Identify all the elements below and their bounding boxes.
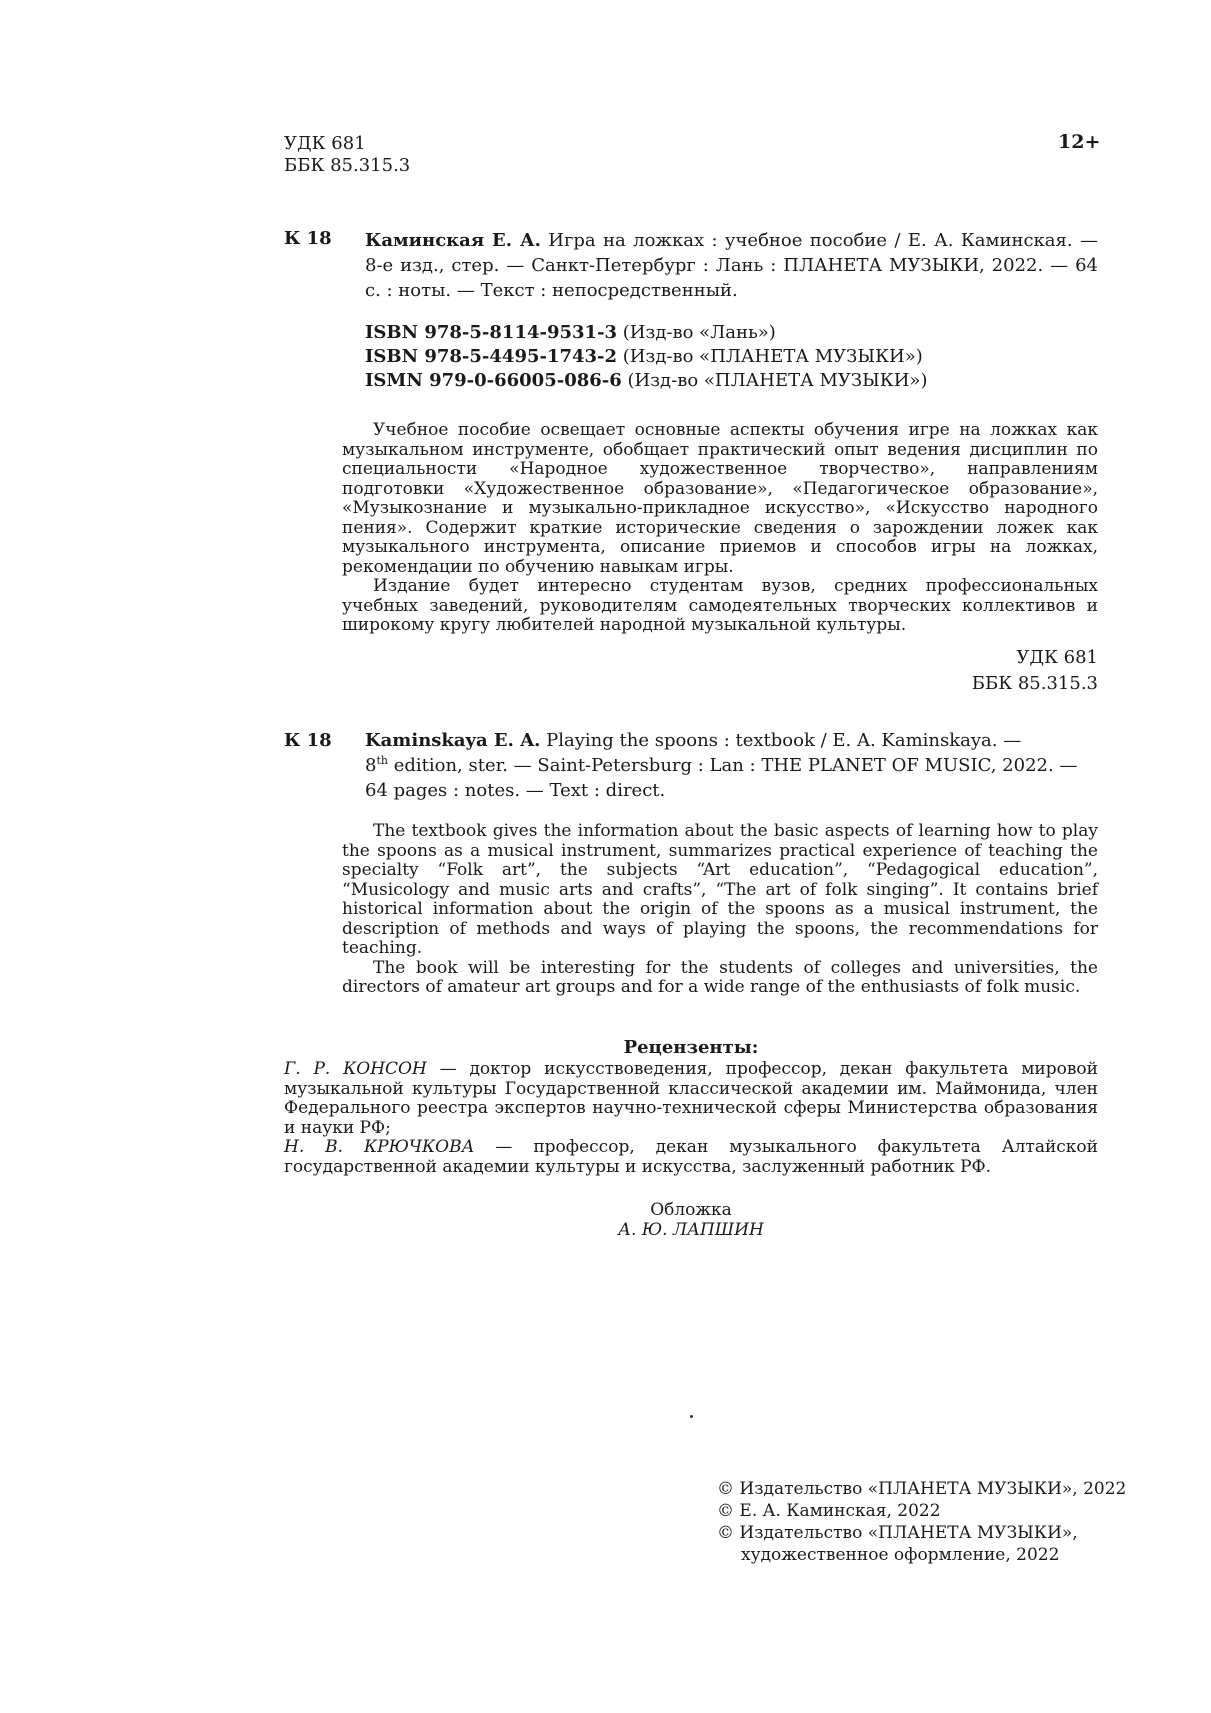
- catalog-index: К 18: [284, 228, 332, 249]
- bbk-code: ББК 85.315.3: [284, 155, 411, 176]
- ru-abstract-paragraph: Издание будет интересно студентам вузов, средних профессиональных учебных заведений, руководителям самодеятельных творческих коллективов и широкому кругу любителей народной музыкальной культуры.: [342, 576, 1098, 635]
- ru-abstract: [342, 421, 1098, 636]
- copyright-line: © Издательство «ПЛАНЕТА МУЗЫКИ»,: [717, 1523, 1078, 1543]
- copyright-line: художественное оформление, 2022: [741, 1545, 1060, 1565]
- en-catalog-line: [365, 778, 1098, 803]
- ru-catalog-description: [365, 228, 1098, 303]
- ismn-publisher: (Изд-во «ПЛАНЕТА МУЗЫКИ»): [621, 370, 928, 391]
- isbn-number: ISBN 978-5-4495-1743-2: [365, 346, 618, 367]
- ru-abstract-paragraph: Учебное пособие освещает основные аспекты обучения игре на ложках как музыкальном инструменте, обобщает практический опыт ведения дисциплин по специальности «Народное художественное творчество», направлениям подготовки «Художественное образование», «Педагогическое образование», «Музыкознание и музыкально-прикладное искусство», «Искусство народного пения». Содержит краткие исторические сведения о зарождении ложек как музыкального инструмента, описание приемов и способов игры на ложках, рекомендации по обучению навыкам игры.: [342, 420, 1098, 577]
- reviewer-entry: [284, 1138, 1098, 1177]
- reviewer-description: — доктор искусствоведения, профессор, декан факультета мировой музыкальной культуры Государственной классической академии им. Маймонида, член Федерального реестра экспертов научно-технической сферы Министерства образования и науки РФ;: [284, 1059, 1098, 1138]
- copyright-block: [717, 1478, 1126, 1566]
- udk-code: УДК 681: [284, 133, 366, 154]
- en-title-text: Playing the spoons : textbook / E. A. Kaminskaya. —: [540, 730, 1022, 751]
- en-abstract-paragraph: The book will be interesting for the students of colleges and universities, the directors of amateur art groups and for a wide range of the enthusiasts of folk music.: [342, 957, 1098, 997]
- reviewer-name: Н. В. КРЮЧКОВА: [284, 1137, 475, 1157]
- copyright-line: © Издательство «ПЛАНЕТА МУЗЫКИ», 2022: [717, 1479, 1127, 1499]
- isbn-line: [365, 345, 927, 369]
- cover-designer: А. Ю. ЛАПШИН: [618, 1219, 764, 1240]
- en-pages-text: 64 pages : notes. — Text : direct.: [365, 780, 666, 801]
- ismn-line: [365, 369, 927, 393]
- en-author: Kaminskaya E. A.: [365, 730, 541, 751]
- en-abstract-paragraph: The textbook gives the information about the basic aspects of learning how to play the spoons as a musical instrument, summarizes practical experience of teaching the specialty “Folk art”, the subjects “Art education”, “Pedagogical education”, “Musicology and music arts and crafts”, “The art of folk singing”. It contains brief historical information about the origin of the spoons as a musical instrument, the description of methods and ways of playing the spoons, the recommendations for teaching.: [342, 821, 1098, 958]
- isbn-publisher: (Изд-во «ПЛАНЕТА МУЗЫКИ»): [617, 346, 923, 367]
- reviewers-section: [284, 1036, 1098, 1177]
- en-edition-suffix: th: [376, 754, 388, 767]
- reviewers-heading: Рецензенты:: [623, 1037, 759, 1058]
- ru-author: Каминская Е. А.: [365, 230, 541, 251]
- copyright-line: © Е. А. Каминская, 2022: [717, 1501, 941, 1521]
- reviewer-entry: [284, 1060, 1098, 1138]
- classification-right: [972, 645, 1098, 697]
- isbn-block: [365, 321, 927, 393]
- page-dot: [690, 1415, 693, 1418]
- en-edition-text: edition, ster. — Saint-Petersburg : Lan : THE PLANET OF MUSIC, 2022. —: [387, 755, 1078, 776]
- isbn-number: ISBN 978-5-8114-9531-3: [365, 322, 618, 343]
- cover-credit: [284, 1201, 1098, 1240]
- header-classification: [284, 133, 410, 177]
- en-abstract: [342, 822, 1098, 998]
- en-catalog-entry: [284, 728, 1098, 804]
- en-catalog-line: [365, 728, 1098, 753]
- catalog-index-en: К 18: [284, 730, 332, 751]
- bbk-code-right: ББК 85.315.3: [971, 673, 1098, 694]
- cover-label: Обложка: [650, 1200, 732, 1220]
- ru-bibliographic-text: Игра на ложках : учебное пособие / Е. А. Каминская. — 8-е изд., стер. — Санкт-Петербург : Лань : ПЛАНЕТА МУЗЫКИ, 2022. — 64 с. : ноты. — Текст : непосредственный.: [365, 230, 1098, 301]
- en-catalog-description: [365, 728, 1098, 803]
- age-rating: 12+: [1058, 131, 1101, 153]
- ru-catalog-entry: [284, 228, 1098, 301]
- en-edition-number: 8: [365, 755, 377, 776]
- ismn-number: ISMN 979-0-66005-086-6: [365, 370, 622, 391]
- reviewer-description: — профессор, декан музыкального факультета Алтайской государственной академии культуры и искусства, заслуженный работник РФ.: [284, 1137, 1099, 1177]
- reviewer-name: Г. Р. КОНСОН: [284, 1059, 427, 1079]
- udk-code-right: УДК 681: [1016, 647, 1098, 668]
- isbn-publisher: (Изд-во «Лань»): [617, 322, 776, 343]
- en-catalog-line: [365, 753, 1098, 778]
- isbn-line: [365, 321, 927, 345]
